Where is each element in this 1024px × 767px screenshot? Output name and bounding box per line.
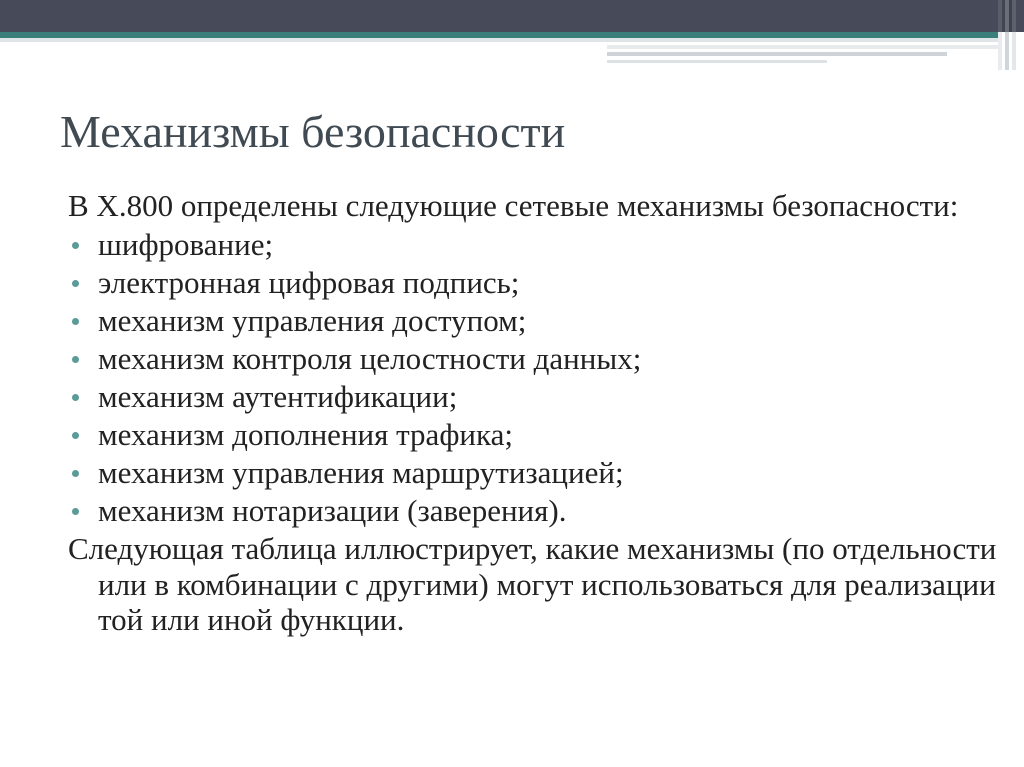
list-item-text: механизм нотаризации (заверения). (98, 492, 567, 528)
slide-title: Механизмы безопасности (60, 106, 566, 157)
list-item-text: шифрование; (98, 226, 274, 262)
bullet-icon (72, 508, 79, 515)
intro-paragraph: В X.800 определены следующие сетевые механизмы безопасности: (68, 188, 959, 223)
decor-line (607, 45, 1024, 49)
list-item (68, 341, 998, 377)
list-item-text: механизм аутентификации; (98, 378, 458, 414)
list-item (68, 379, 998, 415)
top-banner-dark (0, 0, 1024, 32)
bullet-icon (72, 318, 79, 325)
list-item (68, 303, 998, 339)
bullet-icon (72, 432, 79, 439)
outro-paragraph: Следующая таблица иллюстрирует, какие механизмы (по отдельности или в комбинации с другими) могут использоваться для реализации той или иной функции. (68, 531, 997, 637)
mechanism-list (68, 227, 998, 529)
list-item-text: механизм управления маршрутизацией; (98, 454, 624, 490)
decor-edge-dark (998, 0, 1024, 32)
slide-body (68, 188, 998, 638)
bullet-icon (72, 394, 79, 401)
list-item (68, 493, 998, 529)
list-item (68, 227, 998, 263)
top-banner-light (0, 38, 1024, 42)
list-item-text: механизм дополнения трафика; (98, 416, 513, 452)
list-item-text: механизм контроля целостности данных; (98, 340, 642, 376)
list-item-text: электронная цифровая подпись; (98, 264, 520, 300)
bullet-icon (72, 470, 79, 477)
list-item (68, 455, 998, 491)
decor-line (607, 52, 947, 56)
list-item (68, 265, 998, 301)
decor-line (607, 60, 827, 63)
list-item (68, 417, 998, 453)
bullet-icon (72, 242, 79, 249)
bullet-icon (72, 280, 79, 287)
bullet-icon (72, 356, 79, 363)
list-item-text: механизм управления доступом; (98, 302, 527, 338)
